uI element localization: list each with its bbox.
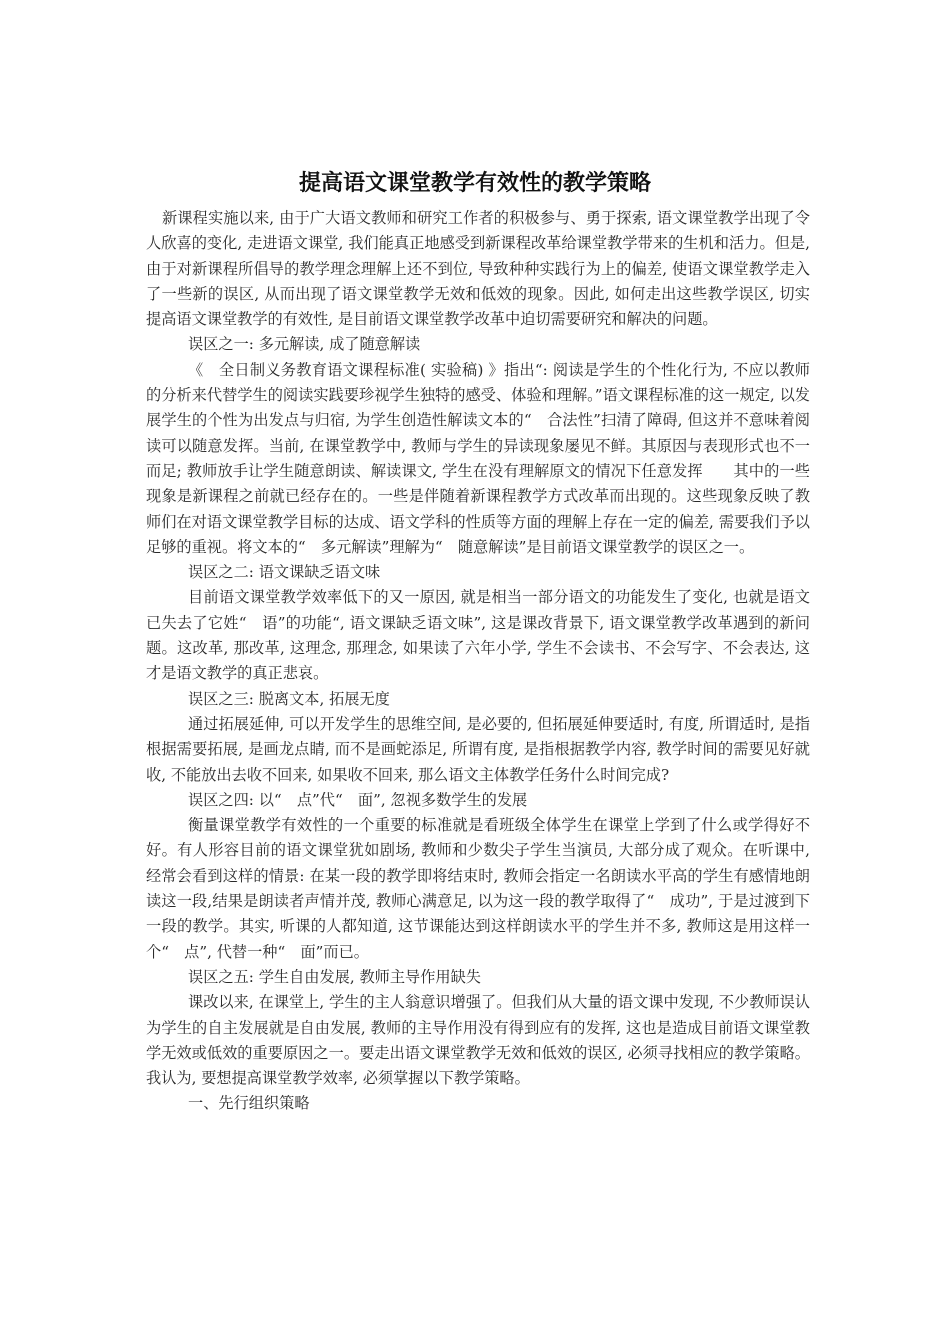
- paragraph-misconception-4: 衡量课堂教学有效性的一个重要的标准就是看班级全体学生在课堂上学到了什么或学得好不好。有人形容目前的语文课堂犹如剧场, 教师和少数尖子学生当演员, 大部分成了观众。在听课中, 经常会看到这样的情景: 在某一段的教学即将结束时, 教师会指定一名朗读水平高的学生有感情地朗读这一段,结果是朗读者声情并茂, 教师心满意足, 以为这一段的教学取得了“ 成功”, 于是过渡到下一段的教学。其实, 听课的人都知道, 这节课能达到这样朗读水平的学生并不多, 教师这是用这样一个“ 点”, 代替一种“ 面”而已。: [146, 816, 810, 961]
- document-body: [146, 206, 810, 1117]
- heading-misconception-4: 误区之四: 以“ 点”代“ 面”, 忽视多数学生的发展: [188, 790, 528, 809]
- heading-misconception-5: 误区之五: 学生自由发展, 教师主导作用缺失: [188, 967, 481, 986]
- heading-misconception-2: 误区之二: 语文课缺乏语文味: [188, 563, 381, 582]
- heading-misconception-3: 误区之三: 脱离文本, 拓展无度: [188, 689, 390, 708]
- heading-misconception-1: 误区之一: 多元解读, 成了随意解读: [188, 335, 421, 354]
- document-title: 提高语文课堂教学有效性的教学策略: [298, 171, 651, 196]
- paragraph-misconception-5: 课改以来, 在课堂上, 学生的主人翁意识增强了。但我们从大量的语文课中发现, 不少教师误认为学生的自主发展就是自由发展, 教师的主导作用没有得到应有的发挥, 这也是造成目前语文课堂教学无效或低效的重要原因之一。要走出语文课堂教学无效和低效的误区, 必须寻找相应的教学策略。我认为, 要想提高课堂教学效率, 必须掌握以下教学策略。: [146, 993, 810, 1088]
- paragraph-misconception-1: 《 全日制义务教育语文课程标准( 实验稿) 》指出“: 阅读是学生的个性化行为, 不应以教师的分析来代替学生的阅读实践要珍视学生独特的感受、体验和理解。”语文课程标准的这一规定, 以发展学生的个性为出发点与归宿, 为学生创造性解读文本的“ 合法性”扫清了障碍, 但这并不意味着阅读可以随意发挥。当前, 在课堂教学中, 教师与学生的异读现象屡见不鲜。其原因与表现形式也不一而足; 教师放手让学生随意朗读、解读课文, 学生在没有理解原文的情况下任意发挥 其中的一些现象是新课程之前就已经存在的。一些是伴随着新课程教学方式改革而出现的。这些现象反映了教师们在对语文课堂教学目标的达成、语文学科的性质等方面的理解上存在一定的偏差, 需要我们予以足够的重视。将文本的“ 多元解读”理解为“ 随意解读”是目前语文课堂教学的误区之一。: [146, 360, 810, 556]
- paragraph-intro: 新课程实施以来, 由于广大语文教师和研究工作者的积极参与、勇于探索, 语文课堂教学出现了令人欣喜的变化, 走进语文课堂, 我们能真正地感受到新课程改革给课堂教学带来的生机和活力。但是, 由于对新课程所倡导的教学理念理解上还不到位, 导致种种实践行为上的偏差, 使语文课堂教学走入了一些新的误区, 从而出现了语文课堂教学无效和低效的现象。因此, 如何走出这些教学误区, 切实提高语文课堂教学的有效性, 是目前语文课堂教学改革中迫切需要研究和解决的问题。: [146, 209, 810, 329]
- paragraph-misconception-3: 通过拓展延伸, 可以开发学生的思维空间, 是必要的, 但拓展延伸要适时, 有度, 所谓适时, 是指根据需要拓展, 是画龙点睛, 而不是画蛇添足, 所谓有度, 是指根据教学内容, 教学时间的需要见好就收, 不能放出去收不回来, 如果收不回来, 那么语文主体教学任务什么时间完成?: [146, 714, 810, 784]
- paragraph-misconception-2: 目前语文课堂教学效率低下的又一原因, 就是相当一部分语文的功能发生了变化, 也就是语文已失去了它姓“ 语”的功能“, 语文课缺乏语文味”, 这是课改背景下, 语文课堂教学改革遇到的新问题。这改革, 那改革, 这理念, 那理念, 如果读了六年小学, 学生不会读书、不会写字、不会表达, 这才是语文教学的真正悲哀。: [146, 588, 810, 683]
- heading-strategy-1: 一、先行组织策略: [188, 1094, 310, 1113]
